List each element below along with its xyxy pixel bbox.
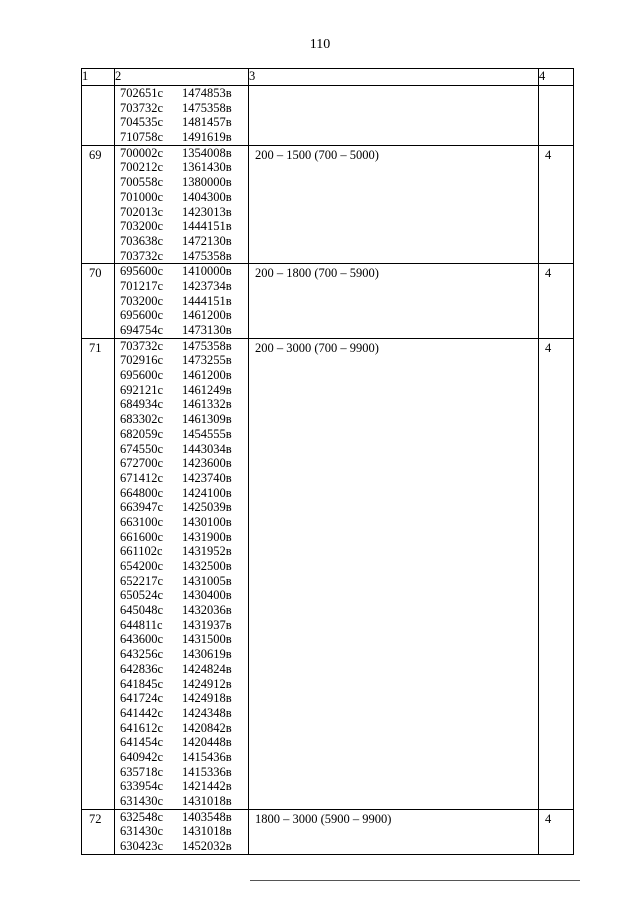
latitude: 674550с	[120, 441, 164, 456]
section-number-cell	[82, 264, 115, 338]
latitude: 641442с	[120, 705, 164, 720]
latitude: 692121с	[120, 382, 164, 397]
latitude: 632548с	[120, 809, 164, 824]
longitude: 1424918в	[182, 691, 232, 706]
section-number: 69	[89, 147, 102, 162]
longitude: 1410000в	[182, 264, 232, 279]
latitude: 703638с	[120, 233, 164, 248]
longitude: 1424348в	[182, 705, 232, 720]
coordinate-pair	[115, 779, 248, 794]
coordinate-pair	[115, 264, 248, 279]
latitude: 641845с	[120, 676, 164, 691]
longitude: 1461332в	[182, 397, 232, 412]
section-number	[82, 86, 114, 88]
latitude: 640942с	[120, 749, 164, 764]
table-header-row	[82, 69, 574, 86]
altitude-range-cell	[249, 86, 539, 146]
coordinate-pair	[115, 308, 248, 323]
coordinate-pair	[115, 677, 248, 692]
longitude: 1475358в	[182, 248, 232, 263]
latitude: 631430с	[120, 824, 164, 839]
longitude: 1354008в	[182, 145, 232, 160]
longitude: 1423734в	[182, 278, 232, 293]
longitude: 1403548в	[182, 809, 232, 824]
coordinate-pair	[115, 515, 248, 530]
latitude: 635718с	[120, 764, 164, 779]
latitude: 630423с	[120, 839, 164, 854]
longitude: 1380000в	[182, 175, 232, 190]
latitude: 652217с	[120, 573, 164, 588]
coordinate-pair	[115, 175, 248, 190]
class-cell	[539, 145, 574, 264]
coordinate-pair	[115, 662, 248, 677]
header-col-3: 3	[249, 69, 539, 86]
coordinate-pair	[115, 397, 248, 412]
longitude: 1473130в	[182, 323, 232, 337]
class-cell	[539, 338, 574, 809]
longitude: 1431500в	[182, 632, 232, 647]
altitude-range-cell	[249, 145, 539, 264]
latitude: 643600с	[120, 632, 164, 647]
latitude: 672700с	[120, 456, 164, 471]
coordinate-pair	[115, 735, 248, 750]
altitude-range-cell	[249, 264, 539, 338]
class-value: 4	[545, 266, 552, 281]
class-value: 4	[545, 811, 552, 826]
coordinate-pair	[115, 339, 248, 354]
longitude: 1420448в	[182, 735, 232, 750]
longitude: 1432500в	[182, 559, 232, 573]
longitude: 1415336в	[182, 764, 232, 779]
coordinate-pair	[115, 574, 248, 589]
altitude-range-cell	[249, 809, 539, 854]
table-row	[82, 145, 574, 264]
latitude: 701217с	[120, 278, 164, 293]
longitude: 1421442в	[182, 779, 232, 794]
coordinate-pair	[115, 383, 248, 398]
altitude-range: 200 – 3000 (700 – 9900)	[255, 340, 379, 355]
longitude: 1430100в	[182, 514, 232, 529]
latitude: 703200с	[120, 219, 164, 234]
coordinate-pair	[115, 691, 248, 706]
longitude: 1443034в	[182, 441, 232, 456]
coordinate-pair	[115, 500, 248, 515]
coordinates-cell	[115, 264, 249, 338]
coordinate-pair	[115, 412, 248, 427]
coordinate-pair	[115, 219, 248, 234]
coordinate-pair	[115, 353, 248, 368]
latitude: 645048с	[120, 603, 164, 618]
longitude: 1461200в	[182, 368, 232, 383]
longitude: 1461309в	[182, 412, 232, 427]
coordinate-pair	[115, 115, 248, 130]
latitude: 704535с	[120, 115, 164, 130]
coordinate-pair	[115, 146, 248, 161]
coordinate-pair	[115, 427, 248, 442]
footer-rule	[250, 880, 580, 881]
coordinate-pair	[115, 279, 248, 294]
latitude: 701000с	[120, 189, 164, 204]
longitude: 1444151в	[182, 219, 232, 234]
longitude: 1423600в	[182, 456, 232, 471]
latitude: 703732с	[120, 100, 164, 115]
coordinate-pair	[115, 794, 248, 809]
coordinate-pair	[115, 647, 248, 662]
coordinate-pair	[115, 544, 248, 559]
latitude: 683302с	[120, 412, 164, 427]
longitude: 1404300в	[182, 189, 232, 204]
latitude: 700558с	[120, 175, 164, 190]
coordinate-pair	[115, 234, 248, 249]
coordinate-pair	[115, 618, 248, 633]
coordinates-table	[81, 68, 574, 855]
section-number-cell	[82, 338, 115, 809]
longitude: 1425039в	[182, 500, 232, 515]
coordinate-pair	[115, 721, 248, 736]
coordinate-pair	[115, 323, 248, 338]
coordinate-pair	[115, 810, 248, 825]
latitude: 644811с	[120, 617, 163, 632]
altitude-range	[249, 86, 538, 88]
longitude: 1424912в	[182, 676, 232, 691]
altitude-range: 200 – 1800 (700 – 5900)	[255, 266, 379, 281]
latitude: 661600с	[120, 529, 164, 544]
table-row	[82, 264, 574, 338]
latitude: 654200с	[120, 559, 164, 573]
coordinate-pair	[115, 588, 248, 603]
latitude: 702013с	[120, 204, 164, 219]
longitude: 1481457в	[182, 115, 232, 130]
latitude: 641724с	[120, 691, 164, 706]
latitude: 702651с	[120, 86, 164, 100]
coordinate-pair	[115, 205, 248, 220]
longitude: 1420842в	[182, 720, 232, 735]
latitude: 682059с	[120, 426, 164, 441]
longitude: 1431937в	[182, 617, 232, 632]
class-value	[539, 86, 573, 88]
latitude: 695600с	[120, 368, 164, 383]
latitude: 642836с	[120, 661, 164, 676]
coordinate-pair	[115, 86, 248, 101]
latitude: 703732с	[120, 248, 164, 263]
coordinate-pair	[115, 160, 248, 175]
coordinate-pair	[115, 101, 248, 116]
class-value: 4	[545, 147, 552, 162]
latitude: 631430с	[120, 794, 164, 808]
longitude: 1431018в	[182, 794, 232, 808]
page-number: 110	[309, 37, 331, 52]
longitude: 1473255в	[182, 353, 232, 368]
latitude: 684934с	[120, 397, 164, 412]
section-number-cell	[82, 86, 115, 146]
section-number: 71	[89, 340, 102, 355]
coordinate-pair	[115, 190, 248, 205]
latitude: 710758с	[120, 130, 164, 145]
longitude: 1452032в	[182, 839, 232, 854]
coordinate-pair	[115, 130, 248, 145]
coordinates-cell	[115, 145, 249, 264]
longitude: 1432036в	[182, 603, 232, 618]
latitude: 694754с	[120, 323, 164, 337]
header-col-1: 1	[82, 69, 115, 86]
longitude: 1424100в	[182, 485, 232, 500]
longitude: 1491619в	[182, 130, 232, 145]
coordinate-pair	[115, 368, 248, 383]
latitude: 703732с	[120, 338, 164, 353]
class-cell	[539, 264, 574, 338]
class-cell	[539, 86, 574, 146]
header-col-2: 2	[115, 69, 249, 86]
coordinate-pair	[115, 442, 248, 457]
coordinates-cell	[115, 86, 249, 146]
section-number: 72	[89, 811, 102, 826]
coordinate-pair	[115, 765, 248, 780]
latitude: 641454с	[120, 735, 164, 750]
latitude: 703200с	[120, 293, 164, 308]
latitude: 643256с	[120, 647, 164, 662]
coordinate-pair	[115, 249, 248, 264]
coordinate-pair	[115, 486, 248, 501]
longitude: 1475358в	[182, 338, 232, 353]
latitude: 663100с	[120, 514, 164, 529]
coordinate-pair	[115, 530, 248, 545]
longitude: 1444151в	[182, 293, 232, 308]
class-value: 4	[545, 340, 552, 355]
longitude: 1475358в	[182, 100, 232, 115]
longitude: 1430400в	[182, 588, 232, 603]
latitude: 650524с	[120, 588, 164, 603]
longitude: 1430619в	[182, 647, 232, 662]
coordinate-pair	[115, 706, 248, 721]
latitude: 671412с	[120, 470, 164, 485]
longitude: 1415436в	[182, 749, 232, 764]
altitude-range: 200 – 1500 (700 – 5000)	[255, 147, 379, 162]
section-number-cell	[82, 809, 115, 854]
longitude: 1431952в	[182, 544, 232, 559]
coordinate-pair	[115, 750, 248, 765]
longitude: 1472130в	[182, 233, 232, 248]
longitude: 1423740в	[182, 470, 232, 485]
longitude: 1461200в	[182, 308, 232, 323]
coordinate-pair	[115, 839, 248, 854]
longitude: 1431018в	[182, 824, 232, 839]
table-row	[82, 809, 574, 854]
altitude-range-cell	[249, 338, 539, 809]
longitude: 1424824в	[182, 661, 232, 676]
latitude: 700212с	[120, 160, 164, 175]
latitude: 695600с	[120, 264, 164, 279]
section-number: 70	[89, 266, 102, 281]
latitude: 700002с	[120, 145, 164, 160]
coordinate-pair	[115, 294, 248, 309]
coordinates-cell	[115, 809, 249, 854]
header-col-4: 4	[539, 69, 574, 86]
latitude: 641612с	[120, 720, 164, 735]
coordinate-pair	[115, 603, 248, 618]
table-row	[82, 86, 574, 146]
table-row	[82, 338, 574, 809]
coordinate-pair	[115, 471, 248, 486]
longitude: 1431900в	[182, 529, 232, 544]
latitude: 702916с	[120, 353, 164, 368]
class-cell	[539, 809, 574, 854]
coordinate-pair	[115, 632, 248, 647]
latitude: 695600с	[120, 308, 164, 323]
longitude: 1361430в	[182, 160, 232, 175]
longitude: 1454555в	[182, 426, 232, 441]
latitude: 663947с	[120, 500, 164, 515]
coordinates-cell	[115, 338, 249, 809]
longitude: 1474853в	[182, 86, 232, 100]
section-number-cell	[82, 145, 115, 264]
coordinate-pair	[115, 456, 248, 471]
longitude: 1461249в	[182, 382, 232, 397]
coordinate-pair	[115, 824, 248, 839]
coordinate-pair	[115, 559, 248, 574]
longitude: 1431005в	[182, 573, 232, 588]
latitude: 664800с	[120, 485, 164, 500]
latitude: 661102с	[120, 544, 163, 559]
altitude-range: 1800 – 3000 (5900 – 9900)	[255, 811, 392, 826]
latitude: 633954с	[120, 779, 164, 794]
longitude: 1423013в	[182, 204, 232, 219]
